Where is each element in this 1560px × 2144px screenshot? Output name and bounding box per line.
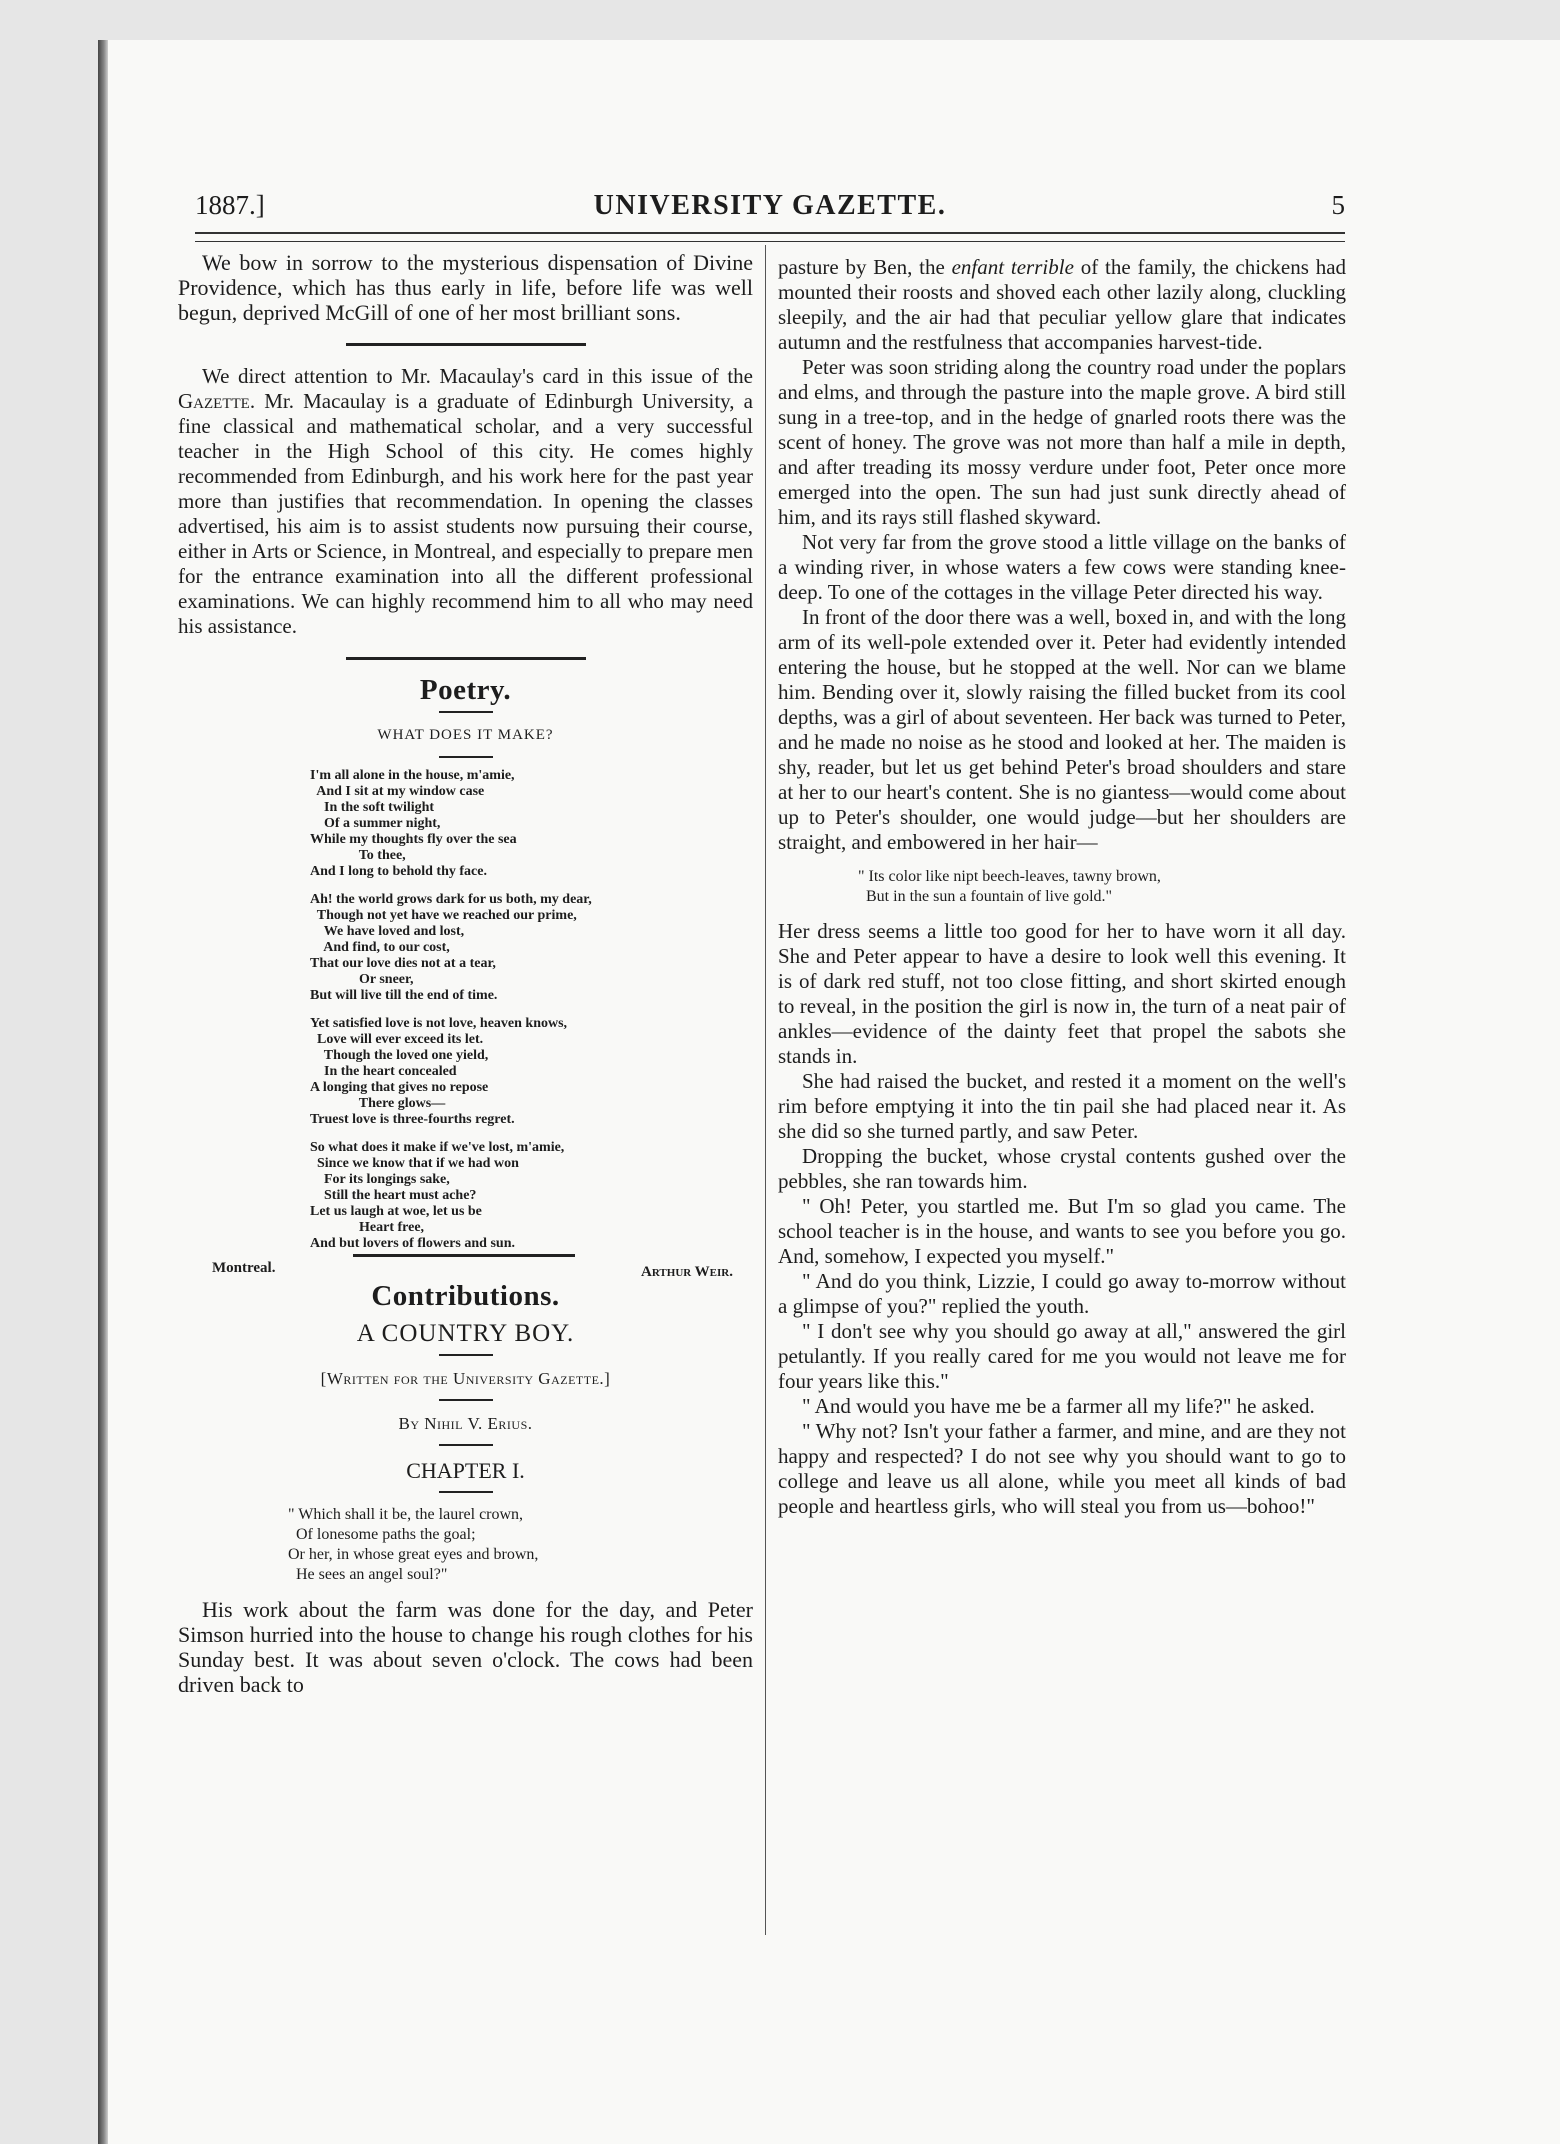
short-rule: [439, 711, 493, 713]
signature-place: Montreal.: [212, 1260, 276, 1276]
signature-author: Arthur Weir.: [641, 1264, 733, 1280]
stanza: Yet satisfied love is not love, heaven knows, Love will ever exceed its let. Though the loved one yield, In the heart concealed A longing that gives no repose There glows— Truest love is three-fourths regret.: [310, 1016, 568, 1127]
left-column: [178, 250, 753, 1697]
column-divider: [765, 245, 766, 1935]
short-rule: [439, 1399, 493, 1401]
stanza: So what does it make if we've lost, m'amie, Since we know that if we had won For its longings sake, Still the heart must ache? Let us laugh at woe, let us be Heart free, And but lovers of flowers and sun.: [310, 1140, 565, 1251]
story-title: A COUNTRY BOY.: [356, 1320, 575, 1347]
header-title: UNIVERSITY GAZETTE.: [593, 190, 947, 221]
poetry-heading: Poetry.: [419, 674, 512, 706]
story-paragraph: pasture by Ben, the enfant terrible of the family, the chickens had mounted their roosts and shoved each other lazily along, cluckling sleepily, and the air had that peculiar yellow glare that indicates autumn and the restfulness that accompanies harvest-tide.: [778, 255, 1347, 354]
written-for-note: [Written for the University Gazette.]: [320, 1369, 611, 1388]
section-rule: [353, 1254, 575, 1257]
poem-title: WHAT DOES IT MAKE?: [377, 727, 554, 743]
story-paragraph: Not very far from the grove stood a little village on the banks of a winding river, in whose waters a few cows were standing knee-deep. To one of the cottages in the village Peter directed his way.: [778, 530, 1346, 604]
macaulay-notice: We direct attention to Mr. Macaulay's card in this issue of the Gazette. Mr. Macaulay is a graduate of Edinburgh University, a fine classical and mathematical scholar, and a very successful teacher in the High School of this city. He comes highly recommended from Edinburgh, and his work here for the past year more than justifies that recommendation. In opening the classes advertised, his aim is to assist students now pursuing their course, either in Arts or Science, in Montreal, and especially to prepare men for the entrance examination into all the different professional examinations. We can highly recommend him to all who may need his assistance.: [178, 364, 753, 638]
section-rule: [346, 657, 586, 660]
poem: [310, 768, 753, 1252]
epigraph: " Which shall it be, the laurel crown, Of lonesome paths the goal; Or her, in whose great eyes and brown, He sees an angel soul?": [288, 1506, 539, 1583]
dialogue-paragraph: " Oh! Peter, you startled me. But I'm so glad you came. The school teacher is in the house, and wants to see you before you go. And, somehow, I expected you myself.": [778, 1194, 1346, 1268]
right-column: [778, 255, 1346, 1519]
dialogue-paragraph: " And would you have me be a farmer all my life?" he asked.: [802, 1394, 1315, 1418]
stanza: Ah! the world grows dark for us both, my dear, Though not yet have we reached our prime, We have loved and lost, And find, to our cost, That our love dies not at a tear, Or sneer, But will live till the end of time.: [310, 892, 592, 1003]
story-paragraph: Her dress seems a little too good for her to have worn it all day. She and Peter appear to have a desire to look well this evening. It is of dark red stuff, not too close fitting, and short skirted enough to reveal, in the position the girl is now in, the turn of a neat pair of ankles—evidence of the dainty feet that propel the sabots she stands in.: [778, 919, 1346, 1068]
dialogue-paragraph: " Why not? Isn't your father a farmer, and mine, and are they not happy and respected? I do not see why you should want to go to college and leave us all alone, while you meet all kinds of bad people and heartless girls, who will steal you from us—bohoo!": [778, 1419, 1346, 1518]
stanza: I'm all alone in the house, m'amie, And I sit at my window case In the soft twilight Of a summer night, While my thoughts fly over the sea To thee, And I long to behold thy face.: [310, 768, 517, 879]
page-header: [195, 190, 1345, 230]
short-rule: [439, 1444, 493, 1446]
contributions-heading: Contributions.: [371, 1280, 560, 1312]
obituary-paragraph: We bow in sorrow to the mysterious dispensation of Divine Providence, which has thus early in life, before life was well begun, deprived McGill of one of her most brilliant sons.: [178, 250, 753, 325]
header-rule: [195, 232, 1345, 242]
dialogue-paragraph: " And do you think, Lizzie, I could go away to-morrow without a glimpse of you?" replied the youth.: [778, 1269, 1346, 1318]
short-rule: [439, 1354, 493, 1356]
story-paragraph: Peter was soon striding along the country road under the poplars and elms, and through the pasture into the maple grove. A bird still sung in a tree-top, and in the hedge of gnarled roots there was the scent of honey. The grove was not more than half a mile in depth, and after treading its mossy verdure under foot, Peter once more emerged into the open. The sun had just sunk directly ahead of him, and its rays still flashed skyward.: [778, 355, 1346, 529]
story-paragraph: In front of the door there was a well, boxed in, and with the long arm of its well-pole extended over it. Peter had evidently intended entering the house, but he stopped at the well. Nor can we blame him. Bending over it, slowly raising the filled bucket from its cool depths, was a girl of about seventeen. Her back was turned to Peter, and he made no noise as he stood and looked at her. The maiden is shy, reader, but let us get behind Peter's broad shoulders and stare at her to our heart's content. She is no giantess—would come about up to Peter's shoulder, one would judge—but her shoulders are straight, and embowered in her hair—: [778, 605, 1346, 854]
page-edge: [98, 40, 108, 2144]
verse-quote: " Its color like nipt beech-leaves, tawny brown, But in the sun a fountain of live gold.": [858, 868, 1161, 905]
poem-signature: [178, 1252, 753, 1278]
chapter-heading: CHAPTER I.: [406, 1458, 525, 1483]
short-rule: [439, 756, 493, 758]
short-rule: [439, 1491, 493, 1493]
header-page-number: 5: [1331, 190, 1345, 220]
header-year: 1887.]: [195, 190, 265, 220]
story-paragraph: She had raised the bucket, and rested it a moment on the well's rim before emptying it into the tin pail she had placed near it. As she did so she turned partly, and saw Peter.: [778, 1069, 1346, 1143]
story-paragraph: Dropping the bucket, whose crystal contents gushed over the pebbles, she ran towards him.: [778, 1144, 1346, 1193]
dialogue-paragraph: " I don't see why you should go away at all," answered the girl petulantly. If you really cared for me you would not leave me for four years like this.": [778, 1319, 1346, 1393]
story-paragraph: His work about the farm was done for the day, and Peter Simson hurried into the house to change his rough clothes for his Sunday best. It was about seven o'clock. The cows had been driven back to: [178, 1597, 753, 1697]
byline: By Nihil V. Erius.: [398, 1414, 533, 1433]
section-rule: [346, 343, 586, 346]
